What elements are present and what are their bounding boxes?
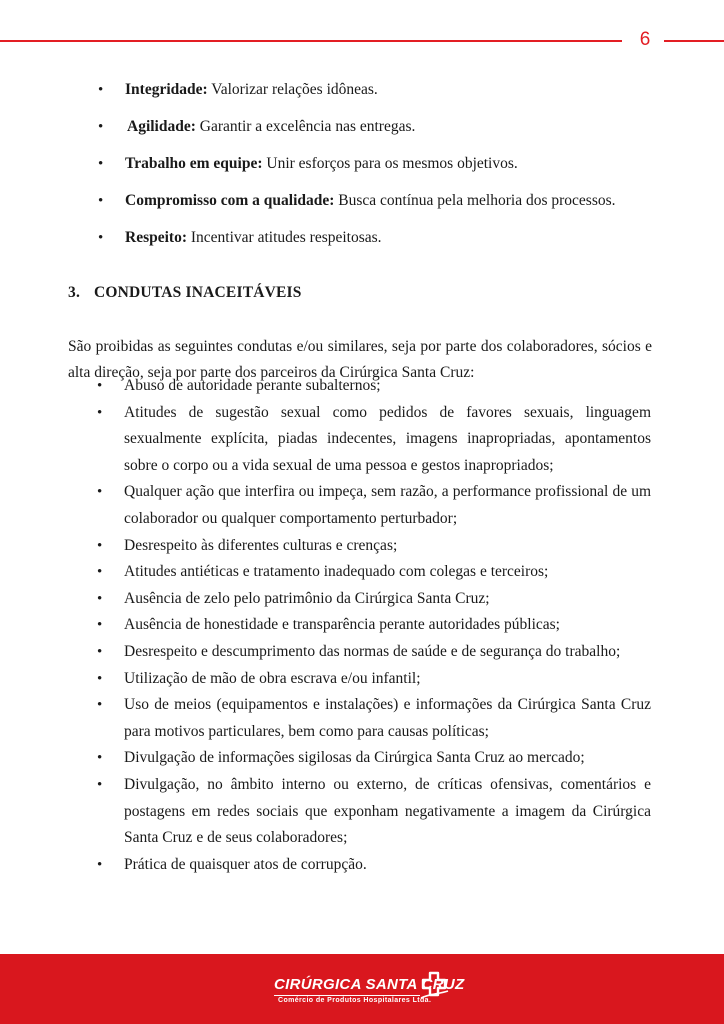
- list-item: [0, 745, 651, 772]
- conduct-text: Desrespeito às diferentes culturas e crenças;: [124, 536, 398, 554]
- bullet-icon: •: [97, 484, 103, 501]
- section-intro: São proibidas as seguintes condutas e/ou similares, seja por parte dos colaboradores, sócios e alta direção, seja por parte dos parceiros da Cirúrgica Santa Cruz:: [68, 337, 652, 381]
- conduct-text: Abuso de autoridade perante subalternos;: [124, 377, 381, 394]
- section-number: 3.: [68, 284, 81, 301]
- conduct-text: Desrespeito e descumprimento das normas de saúde e de segurança do trabalho;: [124, 642, 621, 660]
- list-item: [0, 479, 651, 532]
- bullet-icon: •: [97, 404, 103, 421]
- bullet-icon: •: [98, 156, 104, 172]
- list-item: [0, 150, 724, 187]
- conduct-text: Utilização de mão de obra escrava e/ou infantil;: [124, 669, 421, 687]
- list-item: [0, 559, 651, 586]
- conduct-text: Qualquer ação que interfira ou impeça, sem razão, a performance profissional de um colaborador ou qualquer comportamento perturbador;: [124, 483, 651, 527]
- bullet-icon: •: [97, 617, 103, 634]
- bullet-icon: •: [98, 119, 104, 135]
- bullet-icon: •: [97, 537, 103, 554]
- conduct-text: Atitudes de sugestão sexual como pedidos de favores sexuais, linguagem sexualmente explícita, piadas indecentes, imagens inapropriadas, apontamentos sobre o corpo ou a vida sexual de uma pessoa e gestos inapropriados;: [124, 403, 651, 474]
- header-rule-left: [0, 40, 622, 42]
- conduct-list: [0, 373, 724, 878]
- list-item: [0, 187, 724, 224]
- logo-divider: [274, 995, 420, 996]
- value-description: Busca contínua pela melhoria dos processos.: [334, 192, 616, 209]
- bullet-icon: •: [97, 378, 103, 394]
- conduct-text: Ausência de honestidade e transparência perante autoridades públicas;: [124, 616, 560, 634]
- list-item: [0, 772, 651, 852]
- conduct-text: Uso de meios (equipamentos e instalações) e informações da Cirúrgica Santa Cruz para motivos particulares, bem como para causas políticas;: [124, 696, 651, 740]
- list-item: [0, 113, 724, 150]
- list-item: [0, 666, 651, 693]
- value-entry: [125, 76, 378, 104]
- section-title: CONDUTAS INACEITÁVEIS: [94, 284, 302, 301]
- list-item: [0, 400, 651, 480]
- value-term: Trabalho em equipe:: [125, 155, 263, 172]
- list-item: [0, 852, 651, 879]
- bullet-icon: •: [98, 230, 104, 246]
- header-rule-right: [664, 40, 724, 42]
- bullet-icon: •: [97, 643, 103, 660]
- conduct-text: Divulgação, no âmbito interno ou externo, de críticas ofensivas, comentários e postagens em redes sociais que exponham negativamente a imagem da Cirúrgica Santa Cruz e de seus colaboradores;: [124, 775, 651, 847]
- value-term: Integridade:: [125, 81, 208, 98]
- list-item: [0, 373, 651, 400]
- list-item: [0, 533, 651, 560]
- company-logo: [272, 968, 465, 1010]
- bullet-icon: •: [97, 856, 103, 873]
- value-term: Compromisso com a qualidade:: [125, 192, 335, 209]
- conduct-text: Divulgação de informações sigilosas da Cirúrgica Santa Cruz ao mercado;: [124, 749, 585, 767]
- bullet-icon: •: [97, 776, 103, 793]
- value-term: Respeito:: [125, 229, 187, 246]
- bullet-icon: •: [97, 590, 103, 607]
- bullet-icon: •: [97, 697, 103, 714]
- logo-tagline: Comércio de Produtos Hospitalares Ltda.: [278, 997, 432, 1004]
- conduct-text: Prática de quaisquer atos de corrupção.: [124, 855, 367, 873]
- section-heading: [68, 284, 302, 302]
- bullet-icon: •: [97, 670, 103, 687]
- list-item: [0, 639, 651, 666]
- value-description: Valorizar relações idôneas.: [207, 81, 378, 98]
- list-item: [0, 612, 651, 639]
- logo-wordmark: CIRÚRGICA SANTA CRUZ: [274, 976, 465, 993]
- value-entry: [127, 113, 415, 141]
- footer-band: [0, 954, 724, 1024]
- value-description: Unir esforços para os mesmos objetivos.: [262, 155, 518, 172]
- bullet-icon: •: [97, 750, 103, 767]
- medical-cross-icon: [419, 970, 449, 1000]
- value-entry: [125, 224, 382, 252]
- page-number: 6: [639, 29, 651, 50]
- list-item: [0, 692, 651, 745]
- value-description: Garantir a excelência nas entregas.: [195, 118, 416, 135]
- conduct-text: Ausência de zelo pelo patrimônio da Cirúrgica Santa Cruz;: [124, 589, 490, 607]
- value-entry: [125, 187, 616, 215]
- value-term: Agilidade:: [127, 118, 196, 135]
- list-item: [0, 224, 724, 261]
- bullet-icon: •: [98, 193, 104, 209]
- value-entry: [125, 150, 518, 178]
- bullet-icon: •: [98, 82, 104, 98]
- list-item: [0, 586, 651, 613]
- bullet-icon: •: [97, 564, 103, 581]
- value-description: Incentivar atitudes respeitosas.: [187, 229, 382, 246]
- list-item: [0, 76, 724, 113]
- conduct-text: Atitudes antiéticas e tratamento inadequado com colegas e terceiros;: [124, 563, 549, 581]
- values-list: [0, 76, 724, 261]
